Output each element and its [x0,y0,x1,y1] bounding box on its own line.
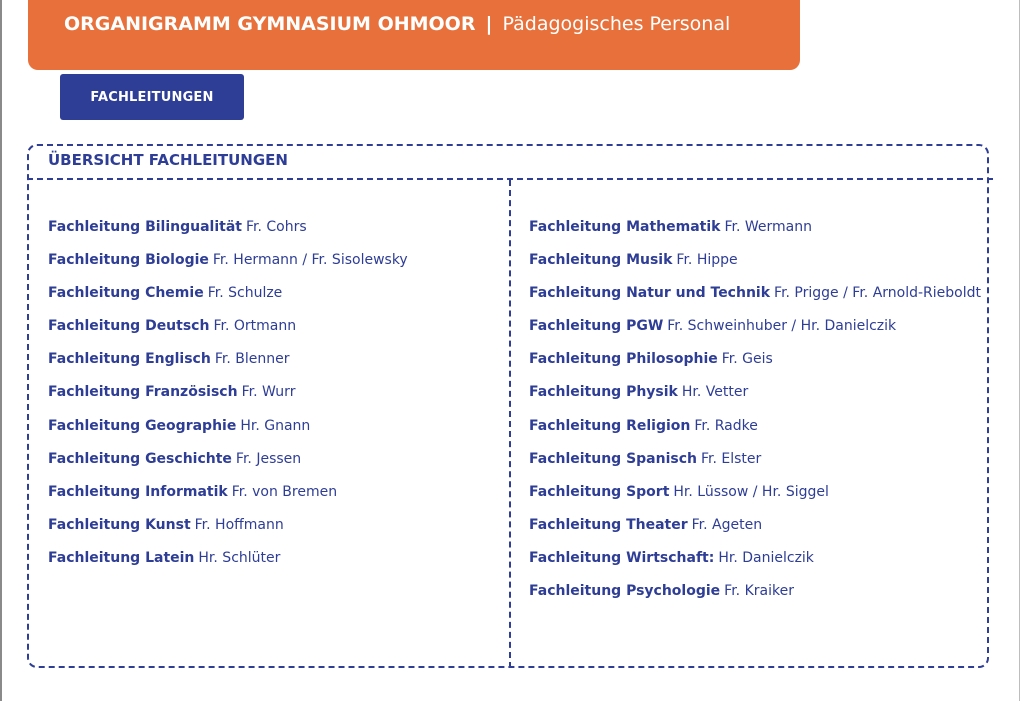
person-name: Fr. Radke [694,417,758,434]
person-name: Hr. Lüssow / Hr. Siggel [673,483,829,500]
person-name: Hr. Vetter [681,384,749,401]
subject-label: Fachleitung Philosophie [529,351,718,368]
list-item [48,548,503,581]
person-name: Fr. Cohrs [245,219,307,235]
list-item [48,250,503,283]
list-item [529,382,994,415]
subject-label: Fachleitung Spanisch [529,450,697,467]
panel-title: ÜBERSICHT FACHLEITUNGEN [48,151,288,169]
subject-label: Fachleitung Deutsch [48,318,210,335]
subject-label: Fachleitung Französisch [48,384,238,401]
subject-label: Fachleitung Englisch [48,351,211,368]
subject-label: Fachleitung Chemie [48,285,204,302]
list-item [529,515,994,548]
left-column-list [48,217,503,581]
list-item [48,283,503,316]
person-name: Fr. Ageten [691,516,763,533]
subject-label: Fachleitung Musik [529,252,673,269]
person-name: Hr. Gnann [240,417,311,434]
subject-label: Fachleitung Kunst [48,516,191,533]
person-name: Fr. Wurr [241,384,296,401]
header-separator: | [485,13,493,35]
subject-label: Fachleitung Physik [529,384,678,401]
person-name: Hr. Danielczik [718,549,814,566]
header-text [64,12,730,36]
list-item [48,217,503,250]
list-item [48,316,503,349]
person-name: Fr. Geis [721,351,773,368]
subject-label: Fachleitung Informatik [48,483,228,500]
list-item [529,250,994,283]
list-item [529,349,994,382]
page-edge-left [0,0,2,701]
subject-label: Fachleitung Sport [529,483,670,500]
list-item [529,217,994,250]
list-item [529,482,994,515]
subject-label: Fachleitung Wirtschaft: [529,549,715,566]
person-name: Fr. Elster [701,450,762,467]
list-item [48,449,503,482]
subject-label: Fachleitung Psychologie [529,583,721,600]
person-name: Fr. Wermann [724,219,812,235]
header-title: ORGANIGRAMM GYMNASIUM OHMOOR [64,13,476,35]
person-name: Fr. Ortmann [213,318,297,335]
subject-label: Fachleitung Geschichte [48,450,232,467]
person-name: Fr. Jessen [235,450,302,467]
panel-divider-vertical [509,180,511,668]
right-column-list [529,217,994,614]
subject-label: Fachleitung Latein [48,549,195,566]
person-name: Hr. Schlüter [198,549,281,566]
header-subtitle: Pädagogisches Personal [502,13,731,35]
subject-label: Fachleitung Bilingualität [48,219,242,235]
person-name: Fr. Kraiker [724,583,794,600]
list-item [48,349,503,382]
list-item [48,382,503,415]
page-edge-right [1019,0,1020,701]
person-name: Fr. Hoffmann [194,516,284,533]
list-item [48,515,503,548]
person-name: Fr. Blenner [214,351,290,368]
person-name: Fr. Schweinhuber / Hr. Danielczik [667,318,897,335]
list-item [529,449,994,482]
subject-label: Fachleitung Geographie [48,417,237,434]
list-item [529,283,994,316]
person-name: Fr. Schulze [207,285,283,302]
subject-label: Fachleitung Natur und Technik [529,285,771,302]
subject-label: Fachleitung PGW [529,318,664,335]
list-item [529,416,994,449]
subject-label: Fachleitung Religion [529,417,691,434]
subject-label: Fachleitung Biologie [48,252,209,269]
person-name: Fr. von Bremen [231,483,338,500]
person-name: Fr. Prigge / Fr. Arnold-Rieboldt [774,285,981,302]
subject-label: Fachleitung Mathematik [529,219,721,235]
list-item [529,581,994,614]
fachleitungen-badge: FACHLEITUNGEN [60,74,244,120]
subject-label: Fachleitung Theater [529,516,688,533]
person-name: Fr. Hippe [676,252,738,269]
person-name: Fr. Hermann / Fr. Sisolewsky [212,252,408,269]
list-item [48,416,503,449]
list-item [529,548,994,581]
list-item [48,482,503,515]
list-item [529,316,994,349]
